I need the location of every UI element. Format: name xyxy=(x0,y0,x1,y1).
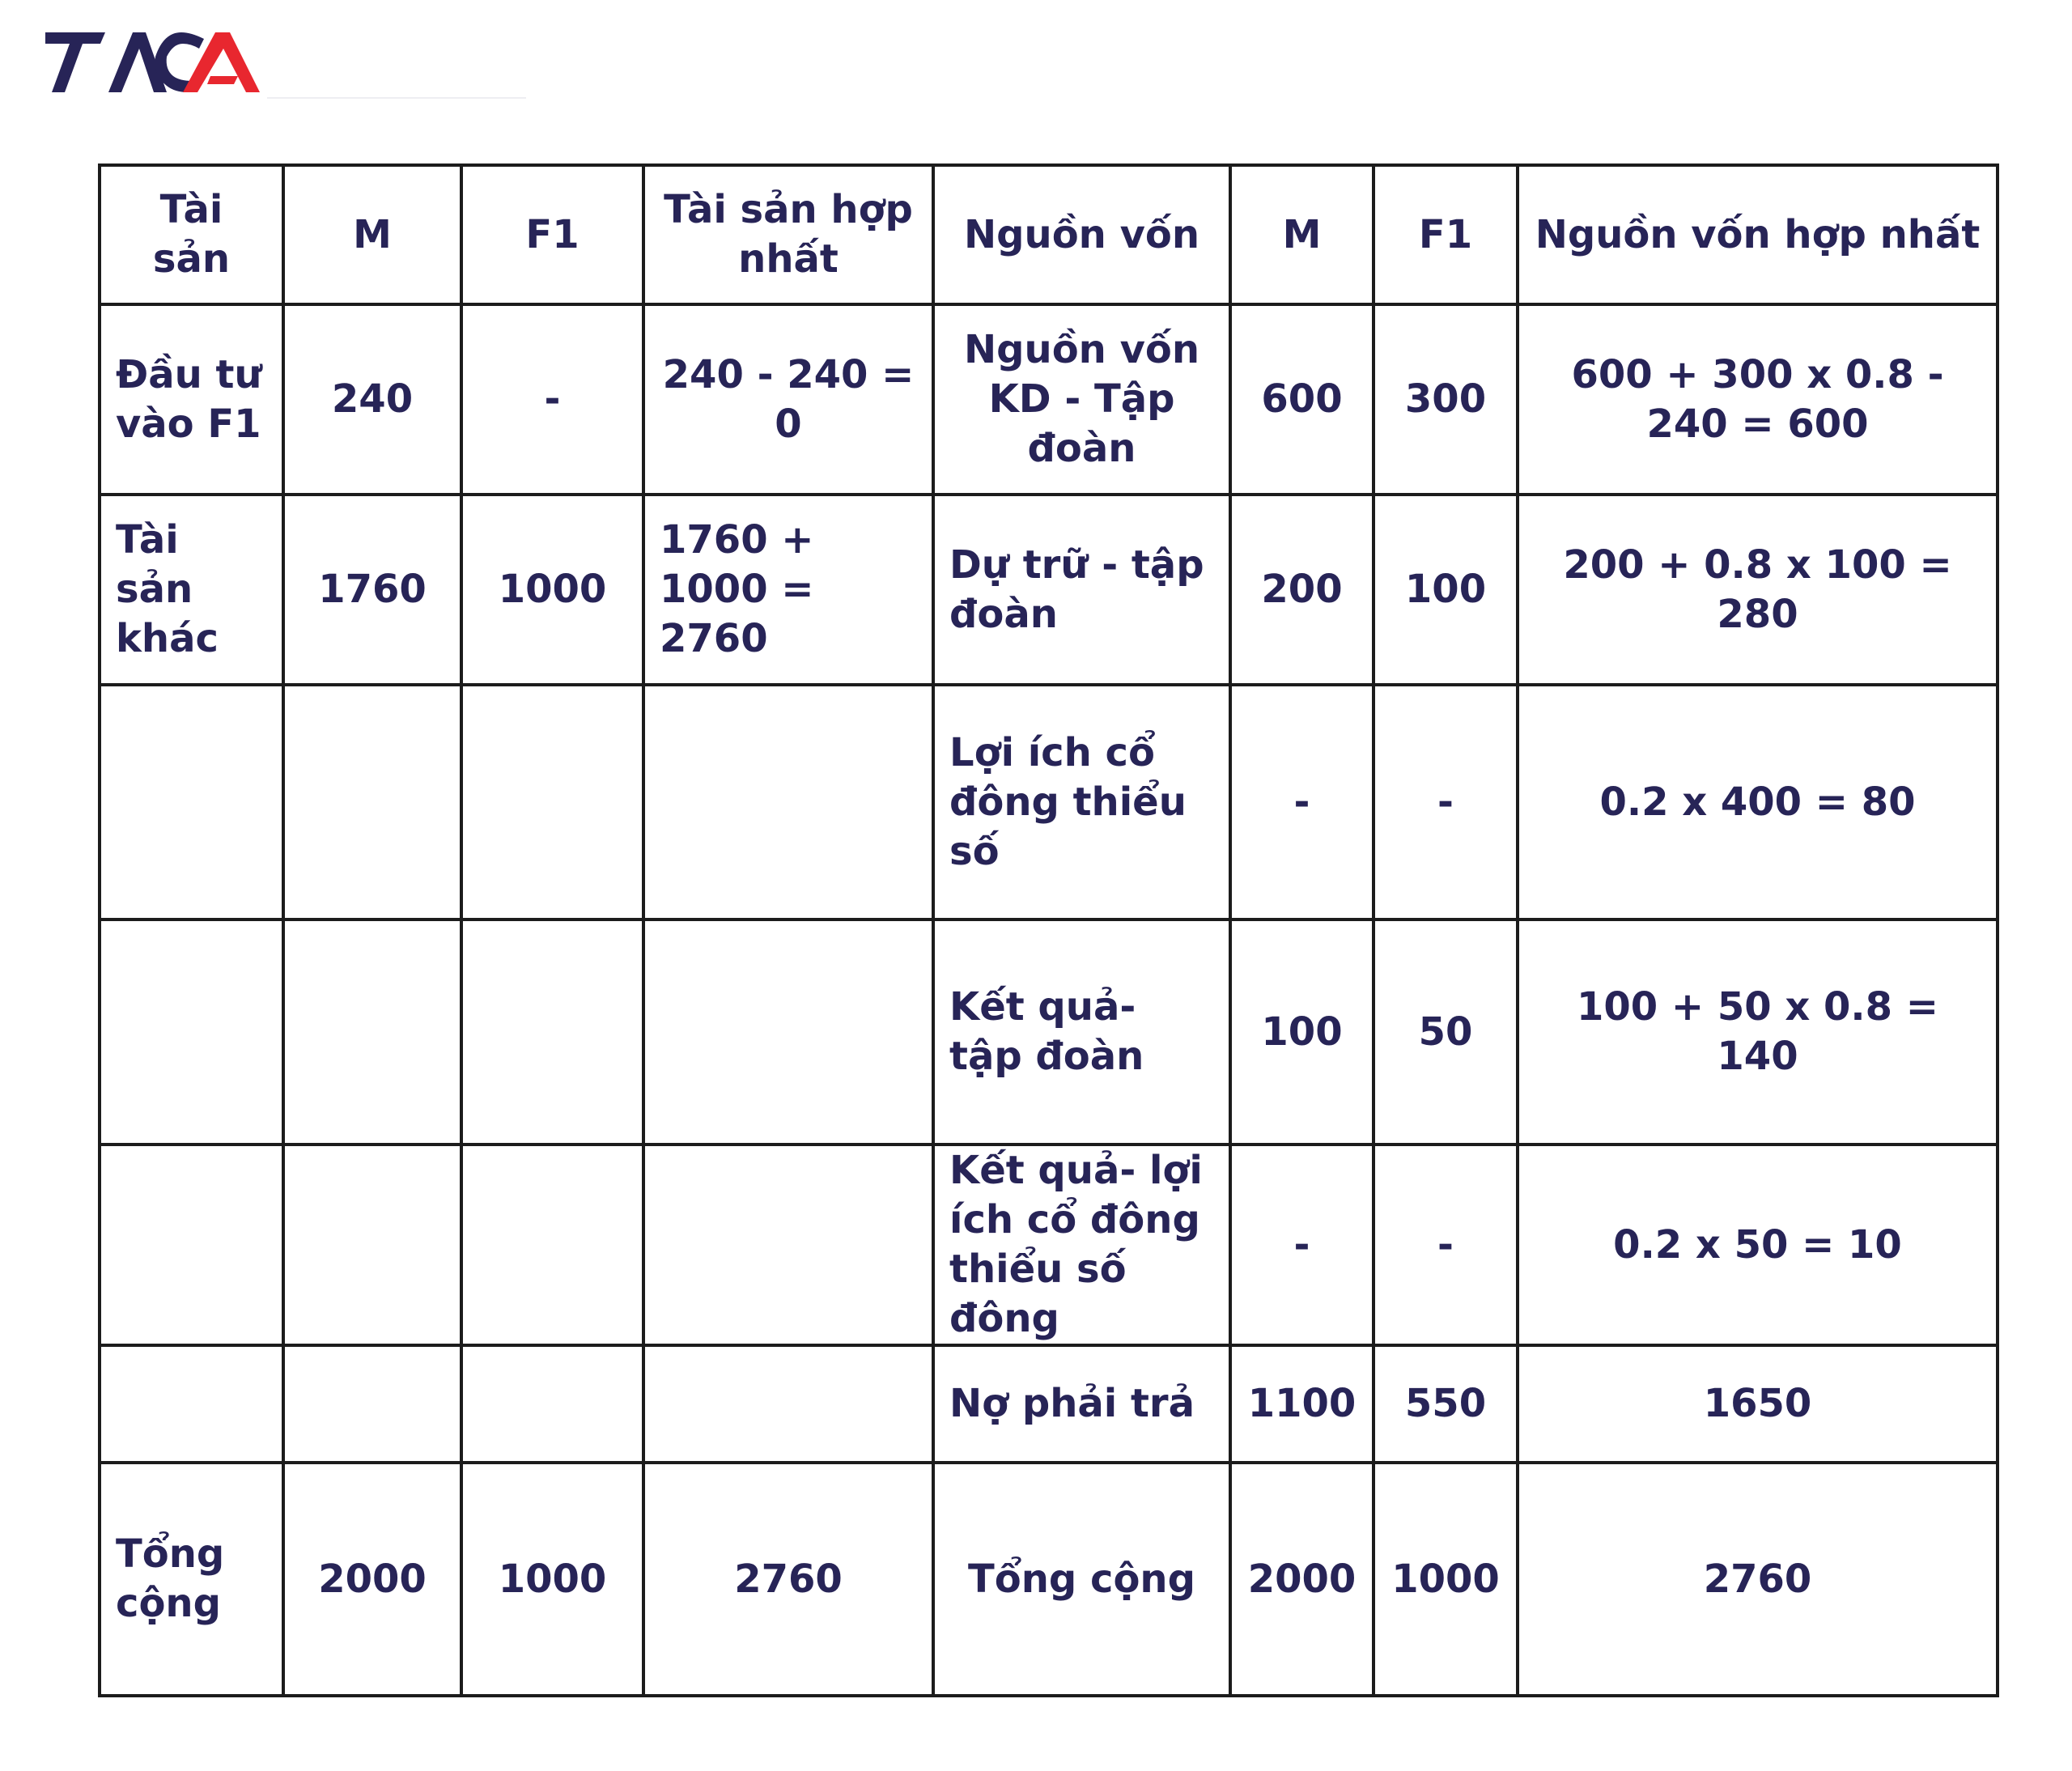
table-cell xyxy=(100,1145,283,1345)
table-cell: 2000 xyxy=(283,1463,461,1696)
table-cell: Đầu tư vào F1 xyxy=(100,304,283,495)
table-cell: 600 xyxy=(1230,304,1374,495)
logo-underline xyxy=(267,97,526,99)
table-cell: 0.2 x 400 = 80 xyxy=(1518,685,1998,919)
balance-sheet-table xyxy=(98,164,1999,1697)
table-cell: 200 + 0.8 x 100 = 280 xyxy=(1518,495,1998,685)
table-cell: 600 + 300 x 0.8 - 240 = 600 xyxy=(1518,304,1998,495)
table-cell: 100 xyxy=(1230,919,1374,1145)
header-cell: Nguồn vốn hợp nhất xyxy=(1518,165,1998,304)
table-row xyxy=(100,1345,1998,1463)
table-cell: - xyxy=(1230,1145,1374,1345)
table-cell: Tài sản khác xyxy=(100,495,283,685)
table-cell xyxy=(283,1345,461,1463)
table-cell: 240 xyxy=(283,304,461,495)
table-cell xyxy=(283,685,461,919)
table-cell: 300 xyxy=(1374,304,1518,495)
taca-logo-mark xyxy=(45,32,260,99)
table-cell: - xyxy=(1374,685,1518,919)
table-row xyxy=(100,1145,1998,1345)
table-cell: Lợi ích cổ đông thiểu số xyxy=(933,685,1230,919)
table-cell: - xyxy=(1230,685,1374,919)
table-cell: Nợ phải trả xyxy=(933,1345,1230,1463)
table-cell xyxy=(643,919,933,1145)
table-row xyxy=(100,495,1998,685)
header-cell: M xyxy=(1230,165,1374,304)
table-cell xyxy=(100,1345,283,1463)
table-cell: - xyxy=(461,304,643,495)
table-cell: 0.2 x 50 = 10 xyxy=(1518,1145,1998,1345)
table-row xyxy=(100,304,1998,495)
header-cell: M xyxy=(283,165,461,304)
table-cell: 1000 xyxy=(461,495,643,685)
table-cell: 240 - 240 = 0 xyxy=(643,304,933,495)
table-cell: 1650 xyxy=(1518,1345,1998,1463)
table-cell: 550 xyxy=(1374,1345,1518,1463)
table-total-row xyxy=(100,1463,1998,1696)
header-cell: Tài sản hợp nhất xyxy=(643,165,933,304)
table-cell xyxy=(100,685,283,919)
header-cell: Tài sản xyxy=(100,165,283,304)
header-cell: Nguồn vốn xyxy=(933,165,1230,304)
table-cell: 1000 xyxy=(1374,1463,1518,1696)
table-cell: - xyxy=(1374,1145,1518,1345)
table-cell xyxy=(461,1145,643,1345)
table-cell xyxy=(461,1345,643,1463)
table-cell: 200 xyxy=(1230,495,1374,685)
table-header-row xyxy=(100,165,1998,304)
table-cell xyxy=(461,685,643,919)
table-cell xyxy=(100,919,283,1145)
table-cell xyxy=(283,1145,461,1345)
table-cell: 1000 xyxy=(461,1463,643,1696)
table-cell: Tổng cộng xyxy=(100,1463,283,1696)
table-cell: Dự trữ - tập đoàn xyxy=(933,495,1230,685)
table-row xyxy=(100,685,1998,919)
table-cell: 50 xyxy=(1374,919,1518,1145)
table-row xyxy=(100,919,1998,1145)
table-cell: Kết quả- lợi ích cổ đông thiểu số đông xyxy=(933,1145,1230,1345)
table-cell: 2760 xyxy=(643,1463,933,1696)
header-cell: F1 xyxy=(461,165,643,304)
table-cell: Nguồn vốn KD - Tập đoàn xyxy=(933,304,1230,495)
table-cell: Kết quả- tập đoàn xyxy=(933,919,1230,1145)
table-cell xyxy=(643,1145,933,1345)
table-cell xyxy=(461,919,643,1145)
table-cell: 2760 xyxy=(1518,1463,1998,1696)
table-cell xyxy=(283,919,461,1145)
table-cell: 1100 xyxy=(1230,1345,1374,1463)
table-cell: 1760 xyxy=(283,495,461,685)
header-cell: F1 xyxy=(1374,165,1518,304)
taca-logo xyxy=(45,32,260,99)
table-cell xyxy=(643,1345,933,1463)
table-cell xyxy=(643,685,933,919)
table-cell: 2000 xyxy=(1230,1463,1374,1696)
table-cell: 100 + 50 x 0.8 = 140 xyxy=(1518,919,1998,1145)
table-cell: 1760 + 1000 = 2760 xyxy=(643,495,933,685)
table-cell: 100 xyxy=(1374,495,1518,685)
table-cell: Tổng cộng xyxy=(933,1463,1230,1696)
